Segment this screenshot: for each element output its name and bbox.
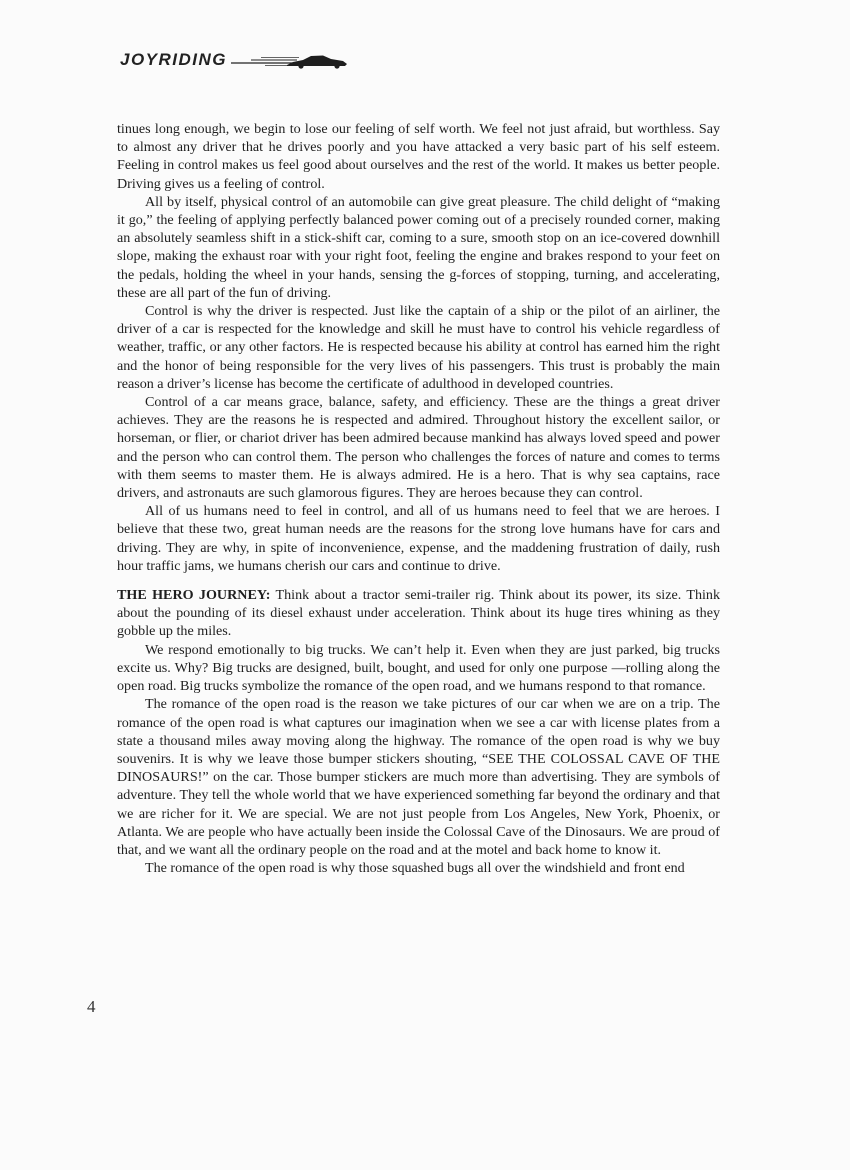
paragraph: All of us humans need to feel in control, and all of us humans need to feel that we are heroes. I believe that these two, great human needs are the reasons for the strong love humans have for cars and driving. They are why, in spite of inconvenience, expense, and the maddening frustration of daily, rush hour traffic jams, we humans cherish our cars and continue to drive. [117,503,720,574]
paragraph: We respond emotionally to big trucks. We can’t help it. Even when they are just parked, big trucks excite us. Why? Big trucks are designed, built, bought, and used for only one purpose —rolling along the open road. Big trucks symbolize the romance of the open road, and we humans respond to that romance. [117,641,720,695]
section-lead-text: Think about a tractor semi-trailer rig. Think about its power, its size. Think about the pounding of its diesel exhaust under acceleration. Think about its huge tires whining as they gobble up the miles. [117,587,720,640]
section-heading: THE HERO JOURNEY: [117,587,271,604]
paragraph: Control of a car means grace, balance, safety, and efficiency. These are the things a great driver achieves. They are the reasons he is respected and admired. Throughout history the excellent sailor, or horseman, or flier, or chariot driver has been admired because mankind has always loved speed and power and the person who can control them. The person who challenges the forces of nature and comes to terms with them seems to master them. He is always admired. He is a hero. That is why sea captains, race drivers, and astronauts are such glamorous figures. They are heroes because they can control. [117,394,720,502]
page-number: 4 [87,997,96,1016]
paragraph: tinues long enough, we begin to lose our feeling of self worth. We feel not just afraid, but worthless. Say to almost any driver that he drives poorly and you have attacked a very basic part of his self esteem. Feeling in control makes us feel good about ourselves and the rest of the world. It makes us better people. Driving gives us a feeling of control. [117,121,720,192]
book-title: JOYRIDING [120,50,228,69]
speeding-car-icon [231,53,349,69]
running-header [120,50,349,70]
section-intro-paragraph [117,586,720,641]
paragraph: The romance of the open road is why those squashed bugs all over the windshield and front end [145,860,685,877]
paragraph: Control is why the driver is respected. Just like the captain of a ship or the pilot of an airliner, the driver of a car is respected for the knowledge and skill he must have to control his vehicle regardless of weather, traffic, or any other factors. He is respected because his ability at control has earned him the right and the honor of being responsible for the very lives of his passengers. This trust is probably the main reason a driver’s license has become the certificate of adulthood in developed countries. [117,303,720,392]
paragraph: All by itself, physical control of an automobile can give great pleasure. The child delight of “making it go,” the feeling of applying perfectly balanced power coming out of a precisely rounded corner, making an absolutely seamless shift in a stick-shift car, coming to a sure, smooth stop on an ice-covered downhill slope, making the exhaust roar with your right foot, feeling the engine and brakes respond to your feet on the pedals, holding the wheel in your hands, sensing the g-forces of stopping, turning, and accelerating, these are all part of the fun of driving. [117,193,720,301]
paragraph: The romance of the open road is the reason we take pictures of our car when we are on a trip. The romance of the open road is what captures our imagination when we see a car with license plates from a state a thousand miles away moving along the highway. The romance of the open road is why we buy souvenirs. It is why we leave those bumper stickers shouting, “SEE THE COLOSSAL CAVE OF THE DINOSAURS!” on the car. Those bumper stickers are much more than advertising. They are symbols of adventure. They tell the whole world that we have experienced something far beyond the ordinary and that we are richer for it. We are special. We are not just people from Los Angeles, New York, Phoenix, or Atlanta. We are people who have actually been inside the Colossal Cave of the Dinosaurs. We are proud of that, and we want all the ordinary people on the road and at the motel and back home to know it. [117,696,720,858]
page-body [117,120,720,877]
